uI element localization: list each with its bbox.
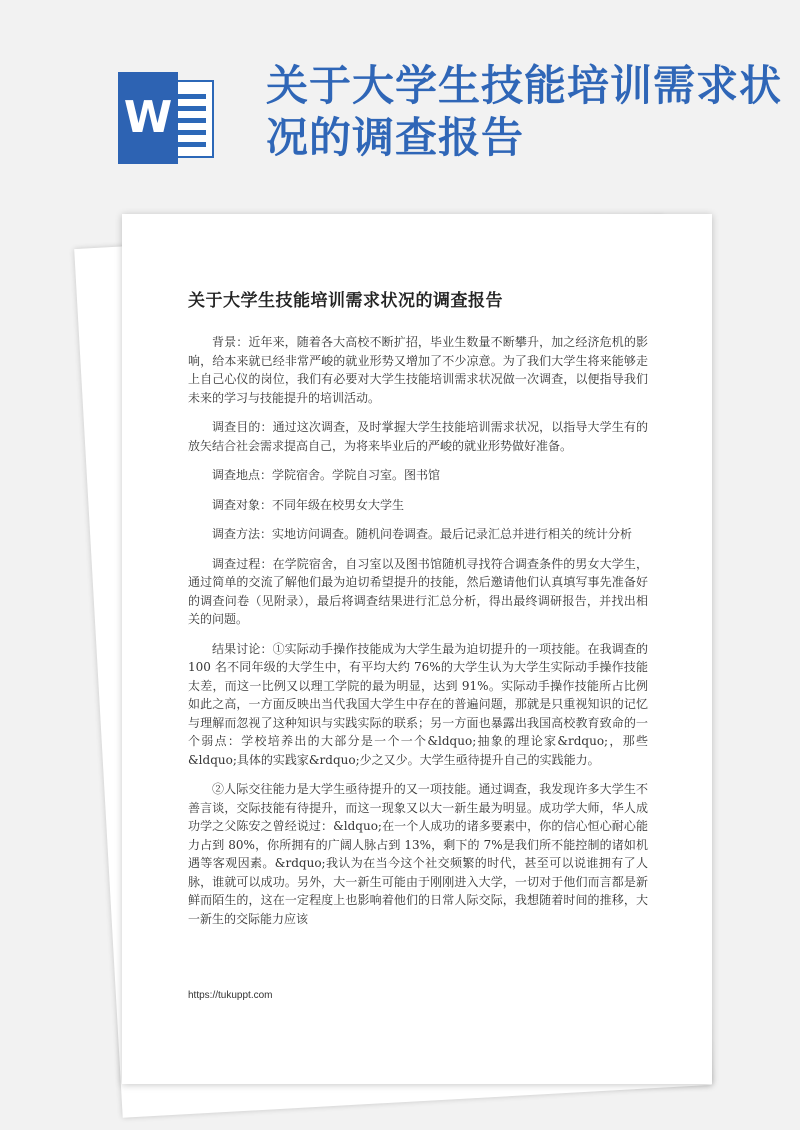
header: [0, 0, 800, 215]
paragraph-process: 调查过程：在学院宿舍，自习室以及图书馆随机寻找符合调查条件的男女大学生，通过简单的交流了解他们最为迫切希望提升的技能，然后邀请他们认真填写事先准备好的调查问卷（见附录），最后将调查结果进行汇总分析，得出最终调研报告，并找出相关的问题。: [188, 556, 648, 626]
word-document-icon: [112, 72, 218, 164]
word-logo-letter: W: [118, 72, 178, 164]
paragraph-purpose: 调查目的：通过这次调查，及时掌握大学生技能培训需求状况，以指导大学生有的放矢结合社会需求提高自己，为将来毕业后的严峻的就业形势做好准备。: [188, 420, 648, 453]
paragraph-subjects: 调查对象：不同年级在校男女大学生: [212, 497, 405, 512]
paragraph-discussion-2: ②人际交往能力是大学生亟待提升的又一项技能。通过调查，我发现许多大学生不善言谈，交际技能有待提升，而这一现象又以大一新生最为明显。成功学大师，华人成功学之父陈安之曾经说过：&ldquo;在一个人成功的诸多要素中，你的信心恒心耐心能力占到 80%，你所拥有的广阔人脉占到 13%，剩下的 7%是我们所不能控制的诸如机遇等客观因素。&rdquo;我认为在当今这个社交频繁的时代，甚至可以说谁拥有了人脉，谁就可以成功。另外，大一新生可能由于刚刚进入大学，一切对于他们而言都是新鲜而陌生的，这在一定程度上也影响着他们的日常人际交际，我想随着时间的推移，大一新生的交际能力应该: [188, 782, 648, 926]
document-page: [122, 214, 712, 1084]
banner-title: 关于大学生技能培训需求状况的调查报告: [266, 61, 783, 162]
paragraph-discussion-1: 结果讨论：①实际动手操作技能成为大学生最为迫切提升的一项技能。在我调查的 100 名不同年级的大学生中，有平均大约 76%的大学生认为大学生实际动手操作技能太差，而这一比例又以理工学院的最为明显，达到 91%。实际动手操作技能所占比例如此之高，一方面反映出当代我国大学生中存在的普遍问题，那就是只重视知识的记忆与理解而忽视了这种知识与实践实际的联系；另一方面也暴露出我国高校教育致命的一个弱点：学校培养出的大部分是一个一个&ldquo;抽象的理论家&rdquo;，那些&ldquo;具体的实践家&rdquo;少之又少。大学生亟待提升自己的实践能力。: [188, 641, 648, 767]
footer-url[interactable]: https://tukuppt.com: [188, 990, 273, 1001]
document-title: 关于大学生技能培训需求状况的调查报告: [188, 291, 503, 311]
paragraph-method: 调查方法：实地访问调查。随机问卷调查。最后记录汇总并进行相关的统计分析: [212, 527, 633, 541]
paragraph-background: 背景：近年来，随着各大高校不断扩招，毕业生数量不断攀升，加之经济危机的影响，给本来就已经非常严峻的就业形势又增加了不少凉意。为了我们大学生将来能够走上自己心仪的岗位，我们有必要对大学生技能培训需求状况做一次调查，以便指导我们未来的学习与技能提升的培训活动。: [188, 335, 648, 405]
paragraph-location: 调查地点：学院宿舍。学院自习室。图书馆: [212, 468, 441, 482]
